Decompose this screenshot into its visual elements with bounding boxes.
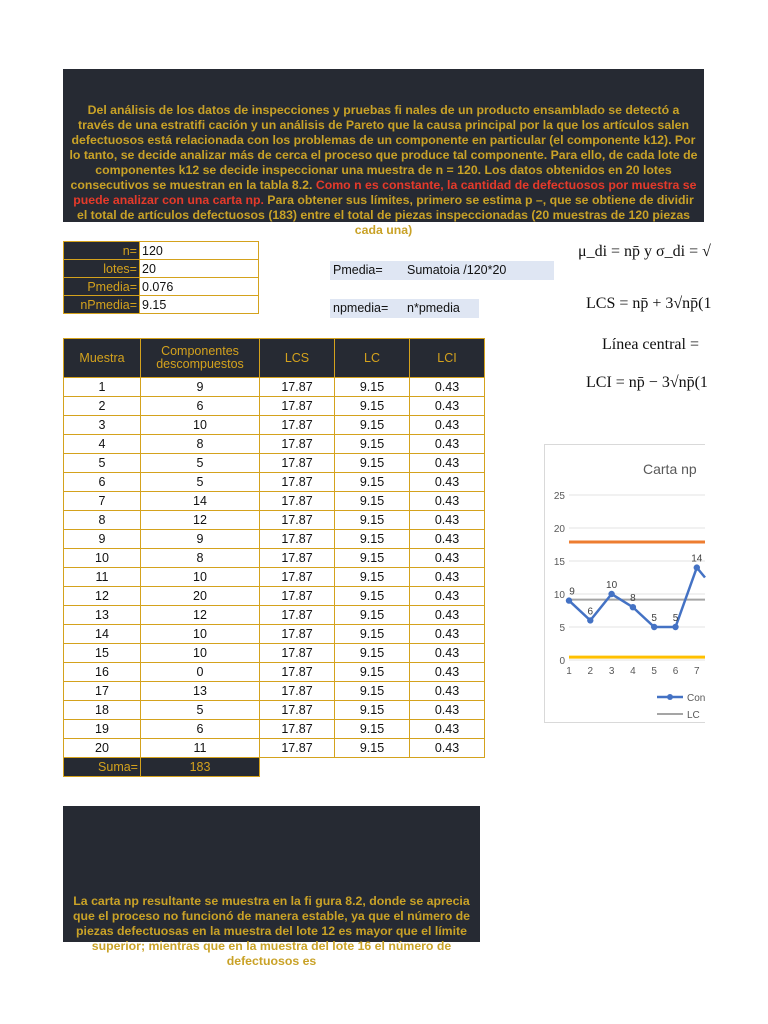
lcs-cell[interactable]: 17.87 [260, 511, 335, 530]
table-row [64, 549, 485, 568]
param-label: Pmedia= [64, 278, 140, 296]
col-header-muestra: Muestra [64, 339, 141, 378]
muestra-cell[interactable]: 14 [64, 625, 141, 644]
muestra-cell[interactable]: 16 [64, 663, 141, 682]
lc-cell[interactable]: 9.15 [335, 739, 410, 758]
x-tick-label: 3 [608, 666, 615, 677]
lci-cell[interactable]: 0.43 [410, 587, 485, 606]
lcs-cell[interactable]: 17.87 [260, 492, 335, 511]
table-row [64, 473, 485, 492]
lc-cell[interactable]: 9.15 [335, 701, 410, 720]
lcs-cell[interactable]: 17.87 [260, 416, 335, 435]
param-row [64, 242, 259, 260]
muestra-cell[interactable]: 20 [64, 739, 141, 758]
muestra-cell[interactable]: 4 [64, 435, 141, 454]
conclusion-text: La carta np resultante se muestra en la fi gura 8.2, donde se aprecia que el proceso no funcionó de manera estable, ya que el número de piezas defectuosas en la muestra del lote 12 es mayor que el límite superior; mientras que en la muestra del lote 16 el número de defectuosos es [72, 894, 470, 968]
lci-cell[interactable]: 0.43 [410, 454, 485, 473]
x-tick-label: 2 [587, 666, 594, 677]
x-tick-label: 7 [694, 666, 700, 677]
note-pmedia-value: Sumatoia /120*20 [407, 263, 507, 277]
muestra-cell[interactable]: 17 [64, 682, 141, 701]
data-point [630, 604, 636, 610]
table-row [64, 739, 485, 758]
col-header-lc: LC [335, 339, 410, 378]
lci-cell[interactable]: 0.43 [410, 416, 485, 435]
lc-cell[interactable]: 9.15 [335, 568, 410, 587]
y-tick-label: 20 [553, 524, 565, 535]
param-value[interactable]: 9.15 [140, 296, 259, 314]
lcs-cell[interactable]: 17.87 [260, 644, 335, 663]
table-row [64, 454, 485, 473]
muestra-cell[interactable]: 12 [64, 587, 141, 606]
componentes-cell[interactable]: 20 [141, 587, 260, 606]
intro-text [69, 103, 698, 238]
formula-mean-sigma: μ_di = np̄ y σ_di = √ [578, 243, 711, 260]
data-point [566, 597, 572, 603]
lc-cell[interactable]: 9.15 [335, 416, 410, 435]
table-row [64, 511, 485, 530]
x-tick-label: 1 [566, 666, 572, 677]
y-tick-label: 15 [553, 557, 565, 568]
muestra-cell[interactable]: 3 [64, 416, 141, 435]
componentes-cell[interactable]: 9 [141, 530, 260, 549]
table-row [64, 416, 485, 435]
lcs-cell[interactable]: 17.87 [260, 549, 335, 568]
lc-cell[interactable]: 9.15 [335, 435, 410, 454]
componentes-cell[interactable]: 5 [141, 473, 260, 492]
table-row [64, 682, 485, 701]
data-label: 9 [569, 586, 575, 598]
componentes-cell[interactable]: 8 [141, 435, 260, 454]
lcs-cell[interactable]: 17.87 [260, 606, 335, 625]
data-label: 10 [606, 580, 618, 591]
conclusion-box [63, 806, 480, 968]
np-chart [544, 444, 705, 723]
parameters-table [63, 241, 259, 314]
componentes-cell[interactable]: 12 [141, 606, 260, 625]
table-row [64, 492, 485, 511]
legend-con-label: Con [687, 693, 706, 704]
lc-cell[interactable]: 9.15 [335, 663, 410, 682]
lcs-cell[interactable]: 17.87 [260, 568, 335, 587]
y-tick-label: 25 [553, 491, 565, 502]
table-row [64, 587, 485, 606]
legend-lc-label: LC [687, 710, 700, 721]
componentes-cell[interactable]: 10 [141, 568, 260, 587]
componentes-cell[interactable]: 6 [141, 397, 260, 416]
lcs-cell[interactable]: 17.87 [260, 587, 335, 606]
lc-cell[interactable]: 9.15 [335, 378, 410, 397]
lcs-cell[interactable]: 17.87 [260, 625, 335, 644]
note-pmedia-label: Pmedia= [333, 263, 383, 277]
lci-cell[interactable]: 0.43 [410, 435, 485, 454]
y-tick-label: 0 [559, 656, 565, 667]
note-npmedia-label: npmedia= [333, 301, 389, 315]
param-value[interactable]: 0.076 [140, 278, 259, 296]
intro-text-before: Del análisis de los datos de inspecciones y pruebas fi nales de un producto ensamblado se detectó a través de una estratifi cación y un análisis de Pareto que la causa principal por la que los artículos salen defectuosos está relacionada con los problemas de un componente en particular (el componente k12). Por lo tanto, se decide analizar más de cerca el proceso que produce tal componente. Para ello, de cada lote de componentes k12 se decide inspeccionar una muestra de n = 120. Los datos obtenidos en 20 lotes consecutivos se muestran en la tabla 8.2. [69, 103, 698, 192]
muestra-cell[interactable]: 6 [64, 473, 141, 492]
data-point [587, 617, 593, 623]
lc-cell[interactable]: 9.15 [335, 644, 410, 663]
lci-cell[interactable]: 0.43 [410, 663, 485, 682]
lcs-cell[interactable]: 17.87 [260, 720, 335, 739]
sum-value: 183 [141, 758, 260, 777]
table-row [64, 663, 485, 682]
data-point [651, 624, 657, 630]
muestra-cell[interactable]: 5 [64, 454, 141, 473]
table-row [64, 625, 485, 644]
data-table [63, 338, 485, 777]
muestra-cell[interactable]: 11 [64, 568, 141, 587]
y-tick-label: 5 [559, 623, 565, 634]
lci-cell[interactable]: 0.43 [410, 701, 485, 720]
componentes-cell[interactable]: 0 [141, 663, 260, 682]
componentes-cell[interactable]: 5 [141, 454, 260, 473]
lcs-cell[interactable]: 17.87 [260, 739, 335, 758]
param-label: n= [64, 242, 140, 260]
lcs-cell[interactable]: 17.87 [260, 435, 335, 454]
lci-cell[interactable]: 0.43 [410, 397, 485, 416]
table-header-row [64, 339, 485, 378]
lc-cell[interactable]: 9.15 [335, 473, 410, 492]
table-row [64, 644, 485, 663]
intro-text-highlight: Como n es constante, la cantidad de defectuosos por muestra se puede analizar con una carta np. [73, 178, 697, 207]
table-row [64, 397, 485, 416]
muestra-cell[interactable]: 18 [64, 701, 141, 720]
muestra-cell[interactable]: 7 [64, 492, 141, 511]
muestra-cell[interactable]: 9 [64, 530, 141, 549]
table-row [64, 568, 485, 587]
note-pmedia [330, 261, 554, 280]
lc-cell[interactable]: 9.15 [335, 682, 410, 701]
table-row [64, 378, 485, 397]
lcs-cell[interactable]: 17.87 [260, 701, 335, 720]
formula-central: Línea central = [602, 336, 699, 353]
componentes-cell[interactable]: 5 [141, 701, 260, 720]
lci-cell[interactable]: 0.43 [410, 511, 485, 530]
muestra-cell[interactable]: 2 [64, 397, 141, 416]
lci-cell[interactable]: 0.43 [410, 739, 485, 758]
note-npmedia-value: n*pmedia [407, 301, 460, 315]
y-tick-label: 10 [553, 590, 565, 601]
lc-cell[interactable]: 9.15 [335, 492, 410, 511]
muestra-cell[interactable]: 8 [64, 511, 141, 530]
x-tick-label: 5 [651, 666, 657, 677]
data-point [672, 624, 678, 630]
param-row [64, 296, 259, 314]
lci-cell[interactable]: 0.43 [410, 644, 485, 663]
table-row [64, 435, 485, 454]
data-label: 14 [691, 553, 703, 565]
data-label: 5 [672, 613, 679, 624]
componentes-cell[interactable]: 10 [141, 416, 260, 435]
intro-box [63, 69, 704, 237]
muestra-cell[interactable]: 10 [64, 549, 141, 568]
lcs-cell[interactable]: 17.87 [260, 378, 335, 397]
np-chart-svg [545, 445, 705, 722]
componentes-cell[interactable]: 8 [141, 549, 260, 568]
table-row [64, 606, 485, 625]
x-tick-label: 4 [630, 666, 636, 677]
legend-con-marker [667, 694, 673, 700]
formula-lcs: LCS = np̄ + 3√np̄(1 [586, 295, 712, 312]
lcs-cell[interactable]: 17.87 [260, 397, 335, 416]
muestra-cell[interactable]: 13 [64, 606, 141, 625]
lc-cell[interactable]: 9.15 [335, 625, 410, 644]
table-row [64, 720, 485, 739]
lci-cell[interactable]: 0.43 [410, 625, 485, 644]
param-value[interactable]: 120 [140, 242, 259, 260]
lci-cell[interactable]: 0.43 [410, 378, 485, 397]
param-value[interactable]: 20 [140, 260, 259, 278]
table-body [64, 378, 485, 777]
lci-cell[interactable]: 0.43 [410, 720, 485, 739]
lcs-cell[interactable]: 17.87 [260, 454, 335, 473]
param-row [64, 260, 259, 278]
lcs-cell[interactable]: 17.87 [260, 663, 335, 682]
col-header-componentes: Componentes descompuestos [141, 339, 260, 378]
data-label: 6 [587, 606, 594, 618]
table-row [64, 701, 485, 720]
muestra-cell[interactable]: 19 [64, 720, 141, 739]
componentes-cell[interactable]: 6 [141, 720, 260, 739]
data-label: 8 [630, 593, 636, 605]
param-row [64, 278, 259, 296]
table-row [64, 530, 485, 549]
intro-text-after: Para obtener sus límites, primero se estima p –, que se obtiene de dividir el total de artículos defectuosos (183) entre el total de piezas inspeccionadas (20 muestras de 120 piezas cada una) [76, 193, 694, 237]
data-point [694, 564, 700, 570]
lc-cell[interactable]: 9.15 [335, 530, 410, 549]
lci-cell[interactable]: 0.43 [410, 549, 485, 568]
lcs-cell[interactable]: 17.87 [260, 473, 335, 492]
muestra-cell[interactable]: 1 [64, 378, 141, 397]
col-header-lci: LCI [410, 339, 485, 378]
muestra-cell[interactable]: 15 [64, 644, 141, 663]
lc-cell[interactable]: 9.15 [335, 511, 410, 530]
lcs-cell[interactable]: 17.87 [260, 530, 335, 549]
lci-cell[interactable]: 0.43 [410, 473, 485, 492]
lc-cell[interactable]: 9.15 [335, 720, 410, 739]
lc-cell[interactable]: 9.15 [335, 454, 410, 473]
componentes-cell[interactable]: 11 [141, 739, 260, 758]
x-tick-label: 6 [672, 666, 679, 677]
componentes-cell[interactable]: 13 [141, 682, 260, 701]
componentes-cell[interactable]: 14 [141, 492, 260, 511]
formula-lci: LCI = np̄ − 3√np̄(1 [586, 374, 708, 391]
sum-label: Suma= [64, 758, 141, 777]
lc-cell[interactable]: 9.15 [335, 397, 410, 416]
lci-cell[interactable]: 0.43 [410, 492, 485, 511]
sum-row [64, 758, 485, 777]
lci-cell[interactable]: 0.43 [410, 568, 485, 587]
col-header-lcs: LCS [260, 339, 335, 378]
data-point [608, 591, 614, 597]
chart-title: Carta np [643, 461, 697, 477]
lc-cell[interactable]: 9.15 [335, 587, 410, 606]
componentes-cell[interactable]: 10 [141, 625, 260, 644]
param-label: nPmedia= [64, 296, 140, 314]
lc-cell[interactable]: 9.15 [335, 549, 410, 568]
param-label: lotes= [64, 260, 140, 278]
lci-cell[interactable]: 0.43 [410, 606, 485, 625]
lc-cell[interactable]: 9.15 [335, 606, 410, 625]
componentes-cell[interactable]: 10 [141, 644, 260, 663]
componentes-cell[interactable]: 12 [141, 511, 260, 530]
lcs-cell[interactable]: 17.87 [260, 682, 335, 701]
componentes-cell[interactable]: 9 [141, 378, 260, 397]
note-npmedia [330, 299, 479, 318]
data-label: 5 [651, 613, 657, 624]
lci-cell[interactable]: 0.43 [410, 682, 485, 701]
lci-cell[interactable]: 0.43 [410, 530, 485, 549]
